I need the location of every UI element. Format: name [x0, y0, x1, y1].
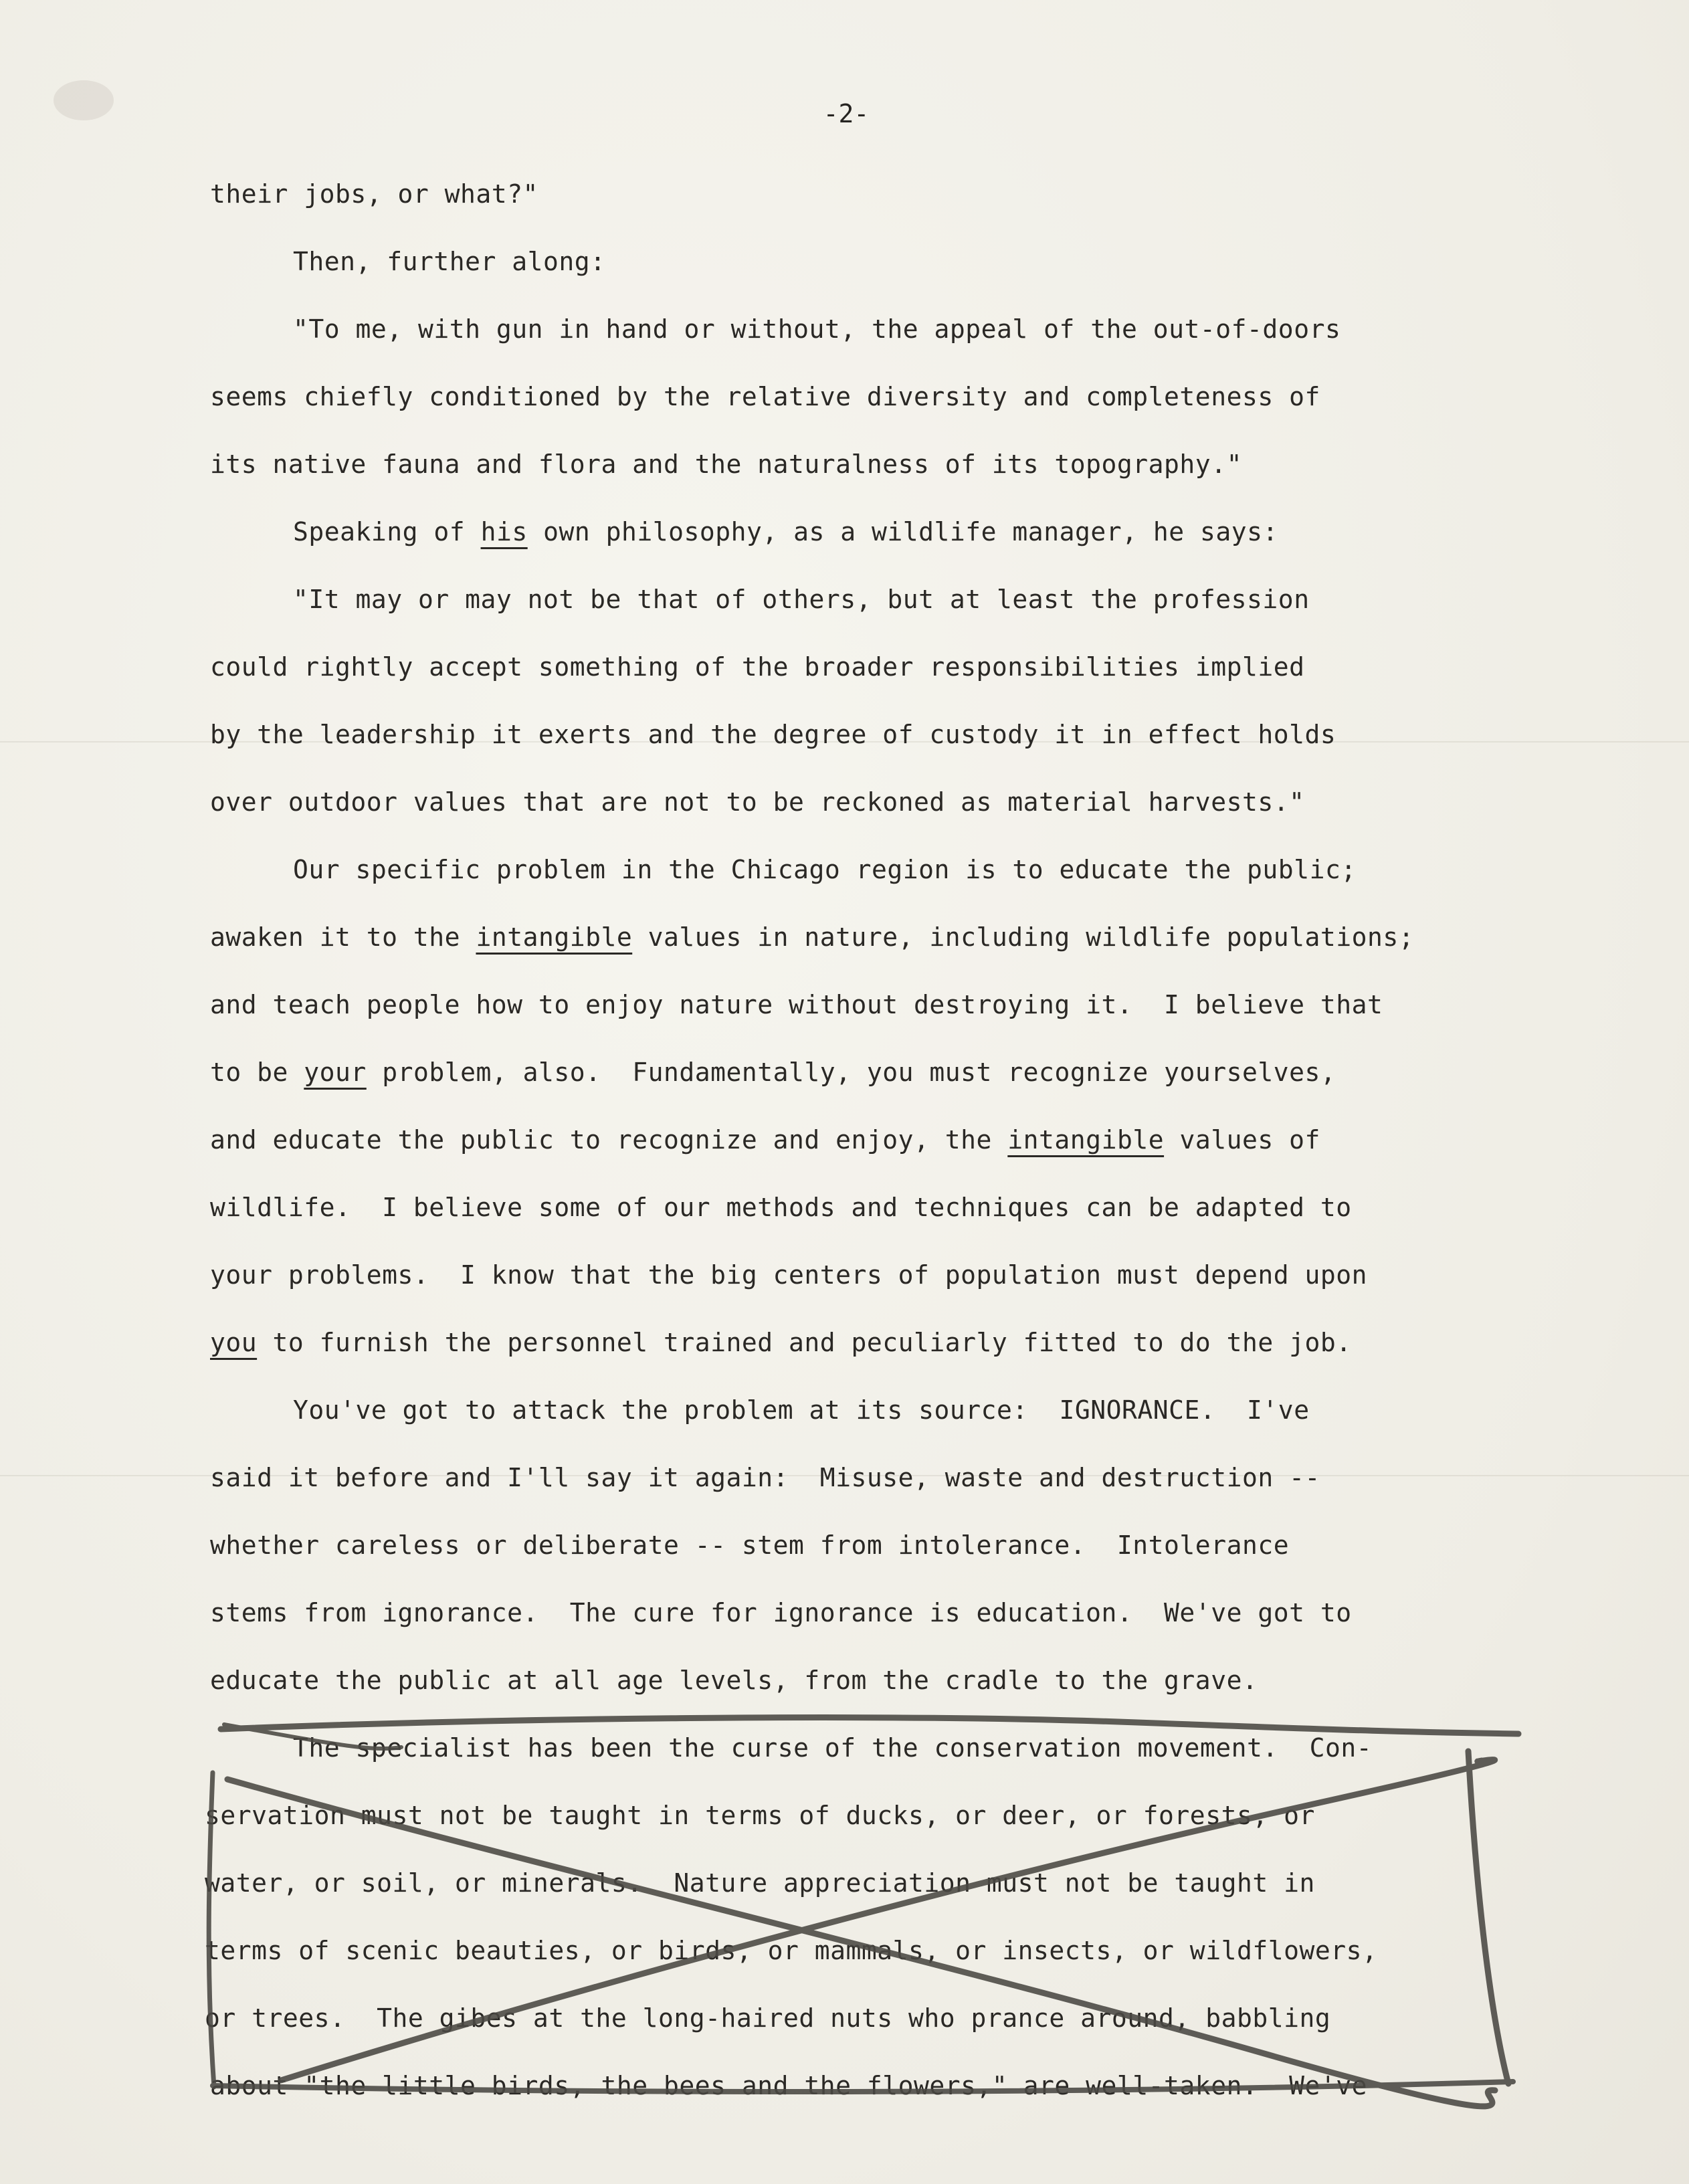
- text-line: educate the public at all age levels, from the cradle to the grave.: [210, 1666, 1258, 1695]
- text-line: [210, 1039, 1548, 1106]
- text-segment: to furnish the personnel trained and peculiarly fitted to do the job.: [272, 1328, 1352, 1357]
- text-segment: Speaking of: [293, 517, 466, 547]
- crossed-out-line: servation must not be taught in terms of ducks, or deer, or forests, or: [205, 1801, 1315, 1830]
- text-segment: and educate the public to recognize and enjoy, the: [210, 1125, 992, 1155]
- underlined-word: his: [480, 517, 528, 547]
- text-segment: own philosophy, as a wildlife manager, he says:: [543, 517, 1278, 547]
- underlined-word: intangible: [1007, 1125, 1165, 1155]
- text-line: whether careless or deliberate -- stem from intolerance. Intolerance: [210, 1530, 1290, 1560]
- text-line: "To me, with gun in hand or without, the appeal of the out-of-doors: [293, 314, 1341, 344]
- crossed-out-line: The specialist has been the curse of the conservation movement. Con-: [293, 1733, 1373, 1763]
- underlined-word: intangible: [476, 922, 633, 952]
- crossed-out-line: about "the little birds, the bees and the flowers," are well-taken. We've: [210, 2071, 1367, 2100]
- text-line: wildlife. I believe some of our methods and techniques can be adapted to: [210, 1193, 1352, 1222]
- text-line: Our specific problem in the Chicago region is to educate the public;: [293, 855, 1357, 884]
- text-line: could rightly accept something of the broader responsibilities implied: [210, 652, 1305, 682]
- crossed-out-line: terms of scenic beauties, or birds, or mammals, or insects, or wildflowers,: [205, 1936, 1378, 1965]
- text-line: their jobs, or what?": [210, 179, 538, 209]
- crossed-out-line: or trees. The gibes at the long-haired nuts who prance around, babbling: [205, 2003, 1331, 2033]
- text-line: said it before and I'll say it again: Misuse, waste and destruction --: [210, 1463, 1320, 1492]
- text-segment: to be: [210, 1058, 288, 1087]
- underlined-word: your: [304, 1058, 367, 1087]
- page-number: -2-: [823, 99, 870, 128]
- text-segment: values of: [1179, 1125, 1320, 1155]
- text-segment: problem, also. Fundamentally, you must recognize yourselves,: [382, 1058, 1336, 1087]
- text-line: "It may or may not be that of others, but at least the profession: [293, 585, 1310, 614]
- text-line: [210, 498, 1548, 566]
- text-line: [210, 904, 1548, 971]
- text-line: [210, 1106, 1548, 1174]
- underlined-word: you: [210, 1328, 258, 1357]
- paper-smudge: [54, 80, 114, 120]
- text-line: its native fauna and flora and the naturalness of its topography.": [210, 450, 1242, 479]
- text-line: Then, further along:: [293, 247, 606, 276]
- text-line: by the leadership it exerts and the degree of custody it in effect holds: [210, 720, 1336, 749]
- text-line: You've got to attack the problem at its source: IGNORANCE. I've: [293, 1395, 1310, 1425]
- crossed-out-line: water, or soil, or minerals. Nature appreciation must not be taught in: [205, 1868, 1315, 1898]
- text-line: seems chiefly conditioned by the relative diversity and completeness of: [210, 382, 1320, 411]
- text-segment: values in nature, including wildlife populations;: [648, 922, 1415, 952]
- text-line: over outdoor values that are not to be reckoned as material harvests.": [210, 787, 1305, 817]
- text-line: [210, 1309, 1548, 1377]
- text-line: and teach people how to enjoy nature without destroying it. I believe that: [210, 990, 1383, 1019]
- text-line: stems from ignorance. The cure for ignorance is education. We've got to: [210, 1598, 1352, 1627]
- text-line: your problems. I know that the big centers of population must depend upon: [210, 1260, 1367, 1290]
- text-segment: awaken it to the: [210, 922, 461, 952]
- typewritten-body: [205, 161, 1548, 2120]
